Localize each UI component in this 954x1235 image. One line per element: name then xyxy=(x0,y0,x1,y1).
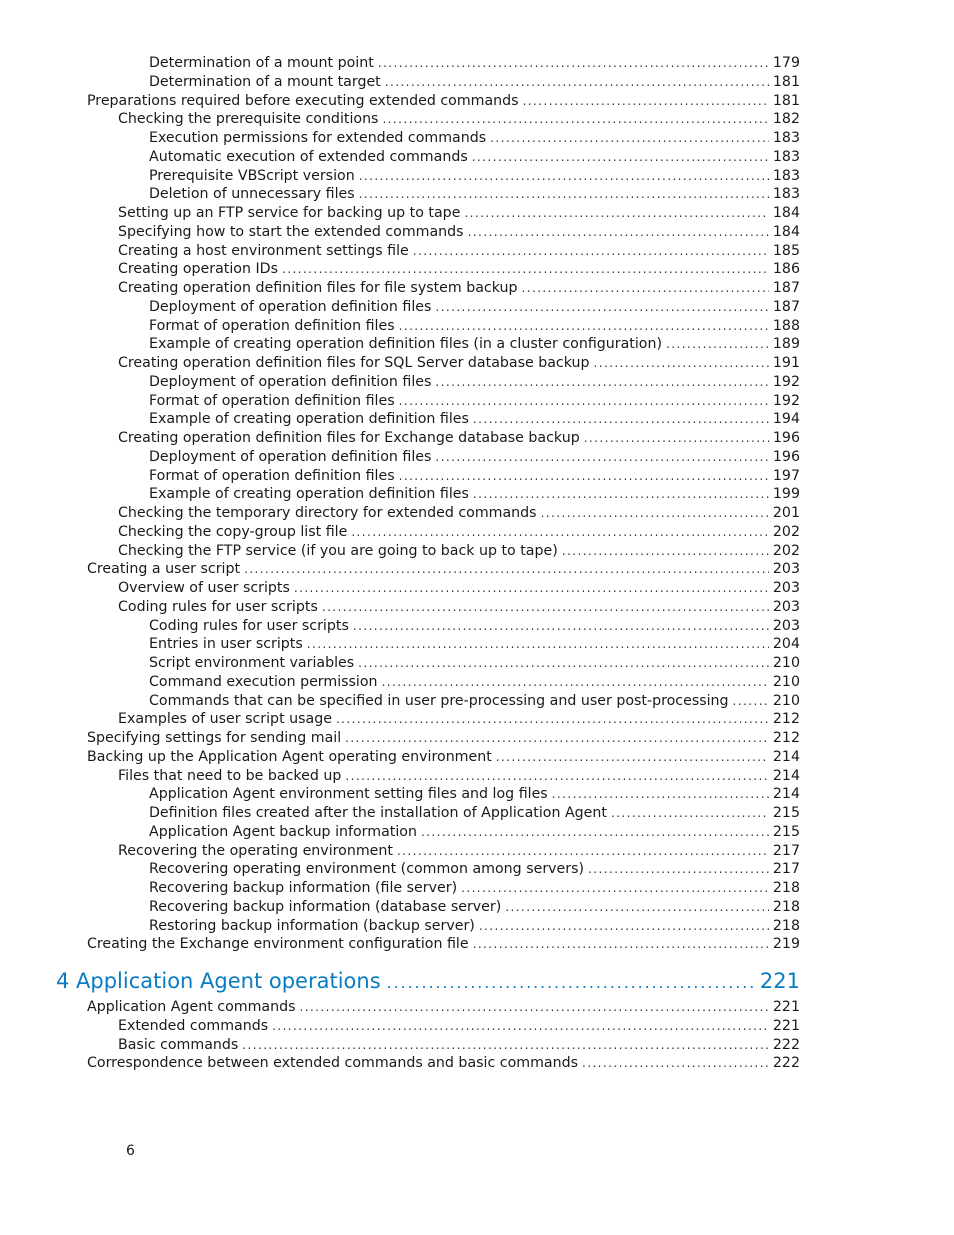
toc-entry-title: Automatic execution of extended commands xyxy=(149,148,468,165)
dot-leader xyxy=(351,523,769,542)
dot-leader xyxy=(421,823,769,842)
dot-leader xyxy=(397,842,769,861)
toc-entry[interactable] xyxy=(0,1017,954,1036)
dot-leader xyxy=(399,467,769,486)
toc-entry-title: Determination of a mount target xyxy=(149,73,381,90)
dot-leader xyxy=(378,54,769,73)
toc-entry-page-number: 221 xyxy=(772,999,800,1015)
dot-leader xyxy=(322,598,769,617)
toc-entry-page-number: 192 xyxy=(772,392,800,409)
toc-entry-page-number: 214 xyxy=(772,748,800,765)
dot-leader xyxy=(522,279,769,298)
toc-entry-title: Deployment of operation definition files xyxy=(149,298,432,315)
toc-entry-title: Creating the Exchange environment configuration file xyxy=(87,936,469,953)
dot-leader xyxy=(336,710,769,729)
toc-entry-title: Creating a user script xyxy=(87,561,241,578)
toc-entry[interactable] xyxy=(0,1054,954,1073)
toc-entry[interactable] xyxy=(0,185,954,204)
toc-entry[interactable] xyxy=(0,635,954,654)
dot-leader xyxy=(582,1054,769,1073)
toc-entry[interactable] xyxy=(0,804,954,823)
toc-entry-page-number: 218 xyxy=(772,917,800,934)
toc-entry-page-number: 185 xyxy=(772,242,800,259)
toc-entry[interactable] xyxy=(0,223,954,242)
toc-entry-title: Determination of a mount point xyxy=(149,55,374,71)
toc-chapter-heading[interactable] xyxy=(0,964,954,998)
toc-entry[interactable] xyxy=(0,767,954,786)
dot-leader xyxy=(353,617,769,636)
toc-entry-page-number: 202 xyxy=(772,523,800,540)
dot-leader xyxy=(562,542,769,561)
toc-entry-page-number: 215 xyxy=(772,805,800,821)
toc-entry[interactable] xyxy=(0,785,954,804)
toc-entry-page-number: 210 xyxy=(772,655,800,671)
dot-leader xyxy=(505,898,769,917)
toc-entry-page-number: 183 xyxy=(772,130,800,146)
toc-entry[interactable] xyxy=(0,542,954,561)
dot-leader xyxy=(611,804,769,823)
toc-entry-page-number: 222 xyxy=(772,1036,800,1053)
dot-leader xyxy=(359,185,769,204)
dot-leader xyxy=(387,966,754,1000)
toc-entry-page-number: 194 xyxy=(772,411,800,428)
toc-entry-page-number: 217 xyxy=(772,861,800,878)
toc-entry-page-number: 183 xyxy=(772,186,800,203)
toc-entry-title: Overview of user scripts xyxy=(118,580,290,596)
toc-entry[interactable] xyxy=(0,92,954,111)
toc-entry-title: Format of operation definition files xyxy=(149,317,395,334)
toc-entry-title: Backing up the Application Agent operating environment xyxy=(87,748,492,765)
dot-leader xyxy=(472,148,769,167)
toc-entry[interactable] xyxy=(0,1036,954,1055)
toc-entry[interactable] xyxy=(0,54,954,73)
dot-leader xyxy=(461,879,769,898)
toc-entry-title: Checking the copy-group list file xyxy=(118,523,348,540)
dot-leader xyxy=(413,242,769,261)
toc-entry[interactable] xyxy=(0,692,954,711)
toc-entry[interactable] xyxy=(0,335,954,354)
toc-entry-page-number: 187 xyxy=(772,280,800,296)
toc-entry-page-number: 204 xyxy=(772,636,800,653)
toc-entry-page-number: 212 xyxy=(772,730,800,746)
toc-entry-page-number: 217 xyxy=(772,842,800,859)
dot-leader xyxy=(272,1017,769,1036)
dot-leader xyxy=(399,392,769,411)
dot-leader xyxy=(588,860,769,879)
toc-entry[interactable] xyxy=(0,998,954,1017)
toc-entry-page-number: 179 xyxy=(772,55,800,71)
dot-leader xyxy=(473,935,769,954)
toc-entry-title: Format of operation definition files xyxy=(149,392,395,409)
dot-leader xyxy=(399,317,769,336)
toc-entry-title: Deletion of unnecessary files xyxy=(149,186,355,203)
toc-entry-title: Prerequisite VBScript version xyxy=(149,167,355,184)
toc-entry-page-number: 214 xyxy=(772,786,800,803)
toc-entry-page-number: 188 xyxy=(772,317,800,334)
toc-entry-page-number: 192 xyxy=(772,373,800,390)
toc-entry-title: Example of creating operation definition files (in a cluster configuration) xyxy=(149,336,663,353)
dot-leader xyxy=(382,110,768,129)
toc-entry[interactable] xyxy=(0,935,954,954)
toc-entry-title: Creating operation IDs xyxy=(118,261,278,278)
dot-leader xyxy=(473,485,769,504)
toc-entry-title: Deployment of operation definition files xyxy=(149,448,432,465)
toc-entry-title: Preparations required before executing extended commands xyxy=(87,92,519,109)
dot-leader xyxy=(666,335,769,354)
toc-entry-title: Example of creating operation definition files xyxy=(149,411,469,428)
toc-entry-page-number: 203 xyxy=(772,598,800,615)
dot-leader xyxy=(490,129,769,148)
toc-entry-title: Checking the FTP service (if you are going to back up to tape) xyxy=(118,542,558,559)
toc-entry-title: Checking the prerequisite conditions xyxy=(118,111,379,128)
toc-entry-title: Specifying how to start the extended commands xyxy=(118,223,464,240)
dot-leader xyxy=(435,448,769,467)
dot-leader xyxy=(242,1036,769,1055)
toc-entry-title: Command execution permission xyxy=(149,673,378,690)
toc-entry-title: Application Agent commands xyxy=(87,999,296,1015)
dot-leader xyxy=(359,167,769,186)
page-number: 6 xyxy=(126,1143,135,1159)
dot-leader xyxy=(282,260,769,279)
toc-entry[interactable] xyxy=(0,560,954,579)
table-of-contents xyxy=(0,54,954,1073)
dot-leader xyxy=(385,73,769,92)
dot-leader xyxy=(345,729,769,748)
toc-entry-title: Format of operation definition files xyxy=(149,467,395,484)
toc-entry-page-number: 210 xyxy=(772,673,800,690)
toc-entry-title: Recovering backup information (database server) xyxy=(149,898,502,915)
toc-entry[interactable] xyxy=(0,204,954,223)
dot-leader xyxy=(468,223,769,242)
toc-entry-title: Application Agent environment setting files and log files xyxy=(149,786,548,803)
toc-entry-page-number: 202 xyxy=(772,542,800,559)
toc-entry[interactable] xyxy=(0,448,954,467)
toc-entry-title: Files that need to be backed up xyxy=(118,767,342,784)
toc-entry-title: Examples of user script usage xyxy=(118,711,332,728)
dot-leader xyxy=(594,354,769,373)
toc-entry-page-number: 184 xyxy=(772,205,800,221)
toc-entry[interactable] xyxy=(0,898,954,917)
chapter-title: 4 Application Agent operations xyxy=(56,969,381,993)
toc-entry-page-number: 219 xyxy=(772,936,800,953)
toc-entry[interactable] xyxy=(0,673,954,692)
toc-entry-page-number: 199 xyxy=(772,486,800,503)
toc-entry-page-number: 203 xyxy=(772,617,800,634)
toc-entry-title: Basic commands xyxy=(118,1036,239,1053)
toc-entry[interactable] xyxy=(0,729,954,748)
toc-entry-page-number: 181 xyxy=(772,73,800,90)
toc-entry[interactable] xyxy=(0,485,954,504)
toc-entry-page-number: 183 xyxy=(772,148,800,165)
toc-entry-page-number: 181 xyxy=(772,92,800,109)
dot-leader xyxy=(479,917,769,936)
toc-entry[interactable] xyxy=(0,298,954,317)
toc-entry-title: Recovering backup information (file server) xyxy=(149,880,458,896)
toc-entry[interactable] xyxy=(0,579,954,598)
toc-entry-page-number: 197 xyxy=(772,467,800,484)
toc-entry-title: Creating operation definition files for Exchange database backup xyxy=(118,430,580,446)
toc-entry-page-number: 201 xyxy=(772,505,800,521)
dot-leader xyxy=(300,998,769,1017)
toc-entry[interactable] xyxy=(0,823,954,842)
toc-entry[interactable] xyxy=(0,748,954,767)
chapter-page-number: 221 xyxy=(759,969,800,993)
toc-entry[interactable] xyxy=(0,129,954,148)
toc-entry-title: Example of creating operation definition files xyxy=(149,486,469,503)
toc-entry-title: Restoring backup information (backup server) xyxy=(149,917,475,934)
toc-entry-page-number: 203 xyxy=(772,580,800,596)
dot-leader xyxy=(473,410,769,429)
dot-leader xyxy=(496,748,769,767)
toc-entry-title: Creating operation definition files for file system backup xyxy=(118,280,518,296)
toc-entry-title: Creating a host environment settings file xyxy=(118,242,409,259)
toc-entry[interactable] xyxy=(0,504,954,523)
toc-entry-title: Commands that can be specified in user pre-processing and user post-processing xyxy=(149,692,729,709)
dot-leader xyxy=(541,504,769,523)
toc-entry[interactable] xyxy=(0,429,954,448)
toc-entry-title: Extended commands xyxy=(118,1017,269,1034)
toc-entry[interactable] xyxy=(0,373,954,392)
toc-entry-page-number: 214 xyxy=(772,767,800,784)
toc-entry-title: Checking the temporary directory for extended commands xyxy=(118,505,537,521)
toc-entry-title: Setting up an FTP service for backing up to tape xyxy=(118,205,461,221)
toc-entry-page-number: 196 xyxy=(772,430,800,446)
toc-entry[interactable] xyxy=(0,279,954,298)
toc-entry-page-number: 196 xyxy=(772,448,800,465)
toc-entry[interactable] xyxy=(0,73,954,92)
toc-entry-page-number: 203 xyxy=(772,561,800,578)
toc-entry[interactable] xyxy=(0,260,954,279)
toc-entry-title: Correspondence between extended commands and basic commands xyxy=(87,1055,578,1072)
toc-entry[interactable] xyxy=(0,598,954,617)
dot-leader xyxy=(345,767,769,786)
dot-leader xyxy=(523,92,769,111)
toc-entry[interactable] xyxy=(0,860,954,879)
toc-entry-title: Specifying settings for sending mail xyxy=(87,730,342,746)
dot-leader xyxy=(733,692,769,711)
toc-entry-page-number: 221 xyxy=(772,1017,800,1034)
dot-leader xyxy=(435,298,769,317)
toc-entry[interactable] xyxy=(0,617,954,636)
dot-leader xyxy=(307,635,769,654)
toc-entry[interactable] xyxy=(0,917,954,936)
toc-entry[interactable] xyxy=(0,148,954,167)
toc-entry-page-number: 191 xyxy=(772,355,800,371)
toc-entry-title: Entries in user scripts xyxy=(149,636,303,653)
toc-entry[interactable] xyxy=(0,842,954,861)
toc-entry[interactable] xyxy=(0,523,954,542)
toc-entry-page-number: 215 xyxy=(772,823,800,840)
toc-entry[interactable] xyxy=(0,110,954,129)
toc-entry[interactable] xyxy=(0,710,954,729)
toc-entry-page-number: 210 xyxy=(772,692,800,709)
toc-entry-page-number: 212 xyxy=(772,711,800,728)
toc-entry-title: Coding rules for user scripts xyxy=(118,598,318,615)
toc-entry[interactable] xyxy=(0,242,954,261)
dot-leader xyxy=(435,373,769,392)
toc-entry-title: Application Agent backup information xyxy=(149,823,417,840)
toc-entry[interactable] xyxy=(0,317,954,336)
dot-leader xyxy=(294,579,769,598)
toc-entries xyxy=(0,54,954,954)
dot-leader xyxy=(584,429,769,448)
dot-leader xyxy=(244,560,769,579)
toc-entry-page-number: 222 xyxy=(772,1055,800,1072)
dot-leader xyxy=(382,673,769,692)
toc-entry-page-number: 187 xyxy=(772,298,800,315)
toc-entry-page-number: 183 xyxy=(772,167,800,184)
toc-entry-title: Recovering the operating environment xyxy=(118,842,393,859)
toc-entry[interactable] xyxy=(0,167,954,186)
toc-entry-title: Script environment variables xyxy=(149,655,355,671)
toc-entry-title: Recovering operating environment (common among servers) xyxy=(149,861,585,878)
toc-entry-title: Definition files created after the installation of Application Agent xyxy=(149,805,607,821)
toc-entry[interactable] xyxy=(0,392,954,411)
toc-entry-title: Deployment of operation definition files xyxy=(149,373,432,390)
toc-chapter-entries xyxy=(0,998,954,1073)
toc-entry-title: Coding rules for user scripts xyxy=(149,617,349,634)
toc-entry[interactable] xyxy=(0,467,954,486)
dot-leader xyxy=(552,785,769,804)
toc-entry-page-number: 218 xyxy=(772,880,800,896)
toc-entry-title: Execution permissions for extended commands xyxy=(149,130,487,146)
toc-entry-page-number: 218 xyxy=(772,898,800,915)
toc-entry[interactable] xyxy=(0,354,954,373)
toc-entry-page-number: 189 xyxy=(772,336,800,353)
toc-entry-page-number: 184 xyxy=(772,223,800,240)
dot-leader xyxy=(464,204,768,223)
dot-leader xyxy=(358,654,769,673)
toc-entry-page-number: 182 xyxy=(772,111,800,128)
toc-entry[interactable] xyxy=(0,879,954,898)
toc-entry-page-number: 186 xyxy=(772,261,800,278)
toc-entry[interactable] xyxy=(0,654,954,673)
toc-entry-title: Creating operation definition files for SQL Server database backup xyxy=(118,355,590,371)
toc-entry[interactable] xyxy=(0,410,954,429)
